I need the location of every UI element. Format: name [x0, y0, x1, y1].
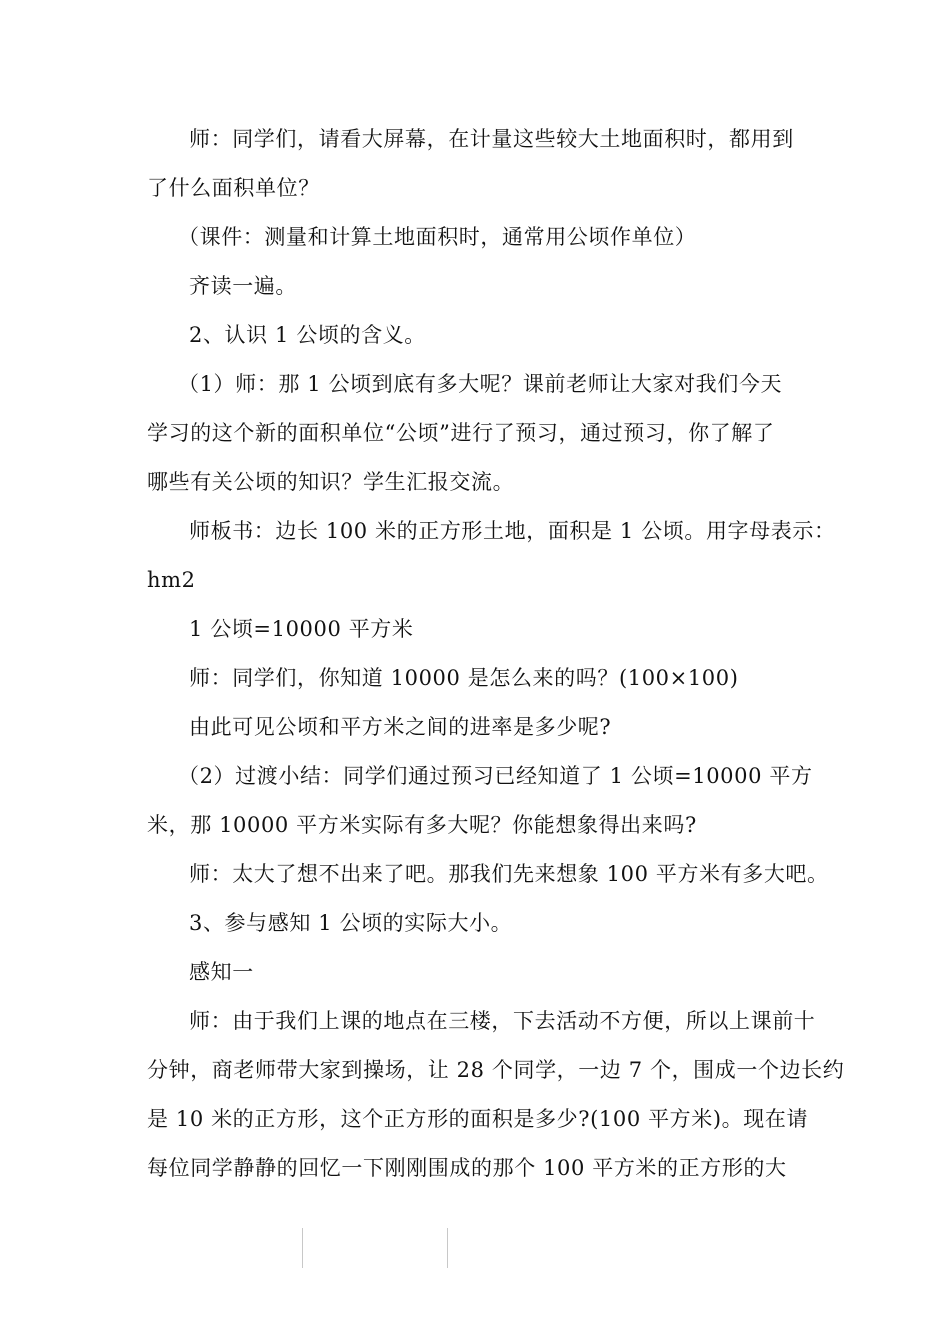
paragraph-line: 师：同学们，你知道 10000 是怎么来的吗？(100×100) [189, 666, 739, 690]
section-heading: 3、参与感知 1 公顷的实际大小。 [189, 911, 513, 935]
formula-line: 1 公顷=10000 平方米 [189, 617, 414, 641]
footer-divider-right [447, 1228, 448, 1268]
paragraph-line: （2）过渡小结：同学们通过预习已经知道了 1 公顷=10000 平方 [178, 764, 813, 788]
paragraph-line: 分钟，商老师带大家到操场，让 28 个同学，一边 7 个，围成一个边长约 [147, 1058, 845, 1082]
paragraph-line: （课件：测量和计算土地面积时，通常用公顷作单位） [178, 225, 697, 249]
paragraph-line: （1）师：那 1 公顷到底有多大呢？课前老师让大家对我们今天 [178, 372, 783, 396]
paragraph-line: 哪些有关公顷的知识？学生汇报交流。 [147, 470, 515, 494]
footer-divider-left [302, 1228, 303, 1268]
paragraph-line: hm2 [147, 568, 196, 592]
paragraph-line: 学习的这个新的面积单位“公顷”进行了预习，通过预习，你了解了 [147, 421, 775, 445]
paragraph-line: 每位同学静静的回忆一下刚刚围成的那个 100 平方米的正方形的大 [147, 1156, 787, 1180]
paragraph-line: 齐读一遍。 [189, 274, 297, 298]
paragraph-line: 师：同学们，请看大屏幕，在计量这些较大土地面积时，都用到 [189, 127, 794, 151]
paragraph-line: 由此可见公顷和平方米之间的进率是多少呢? [189, 715, 612, 739]
paragraph-line: 了什么面积单位？ [147, 176, 320, 200]
paragraph-line: 师：由于我们上课的地点在三楼，下去活动不方便，所以上课前十 [189, 1009, 816, 1033]
subheading: 感知一 [189, 960, 254, 984]
paragraph-line: 师：太大了想不出来了吧。那我们先来想象 100 平方米有多大吧。 [189, 862, 829, 886]
document-body [147, 115, 845, 1193]
paragraph-line: 是 10 米的正方形，这个正方形的面积是多少?(100 平方米)。现在请 [147, 1107, 809, 1131]
paragraph-line: 米，那 10000 平方米实际有多大呢？你能想象得出来吗? [147, 813, 697, 837]
section-heading: 2、认识 1 公顷的含义。 [189, 323, 426, 347]
paragraph-line: 师板书：边长 100 米的正方形土地，面积是 1 公顷。用字母表示： [189, 519, 836, 543]
